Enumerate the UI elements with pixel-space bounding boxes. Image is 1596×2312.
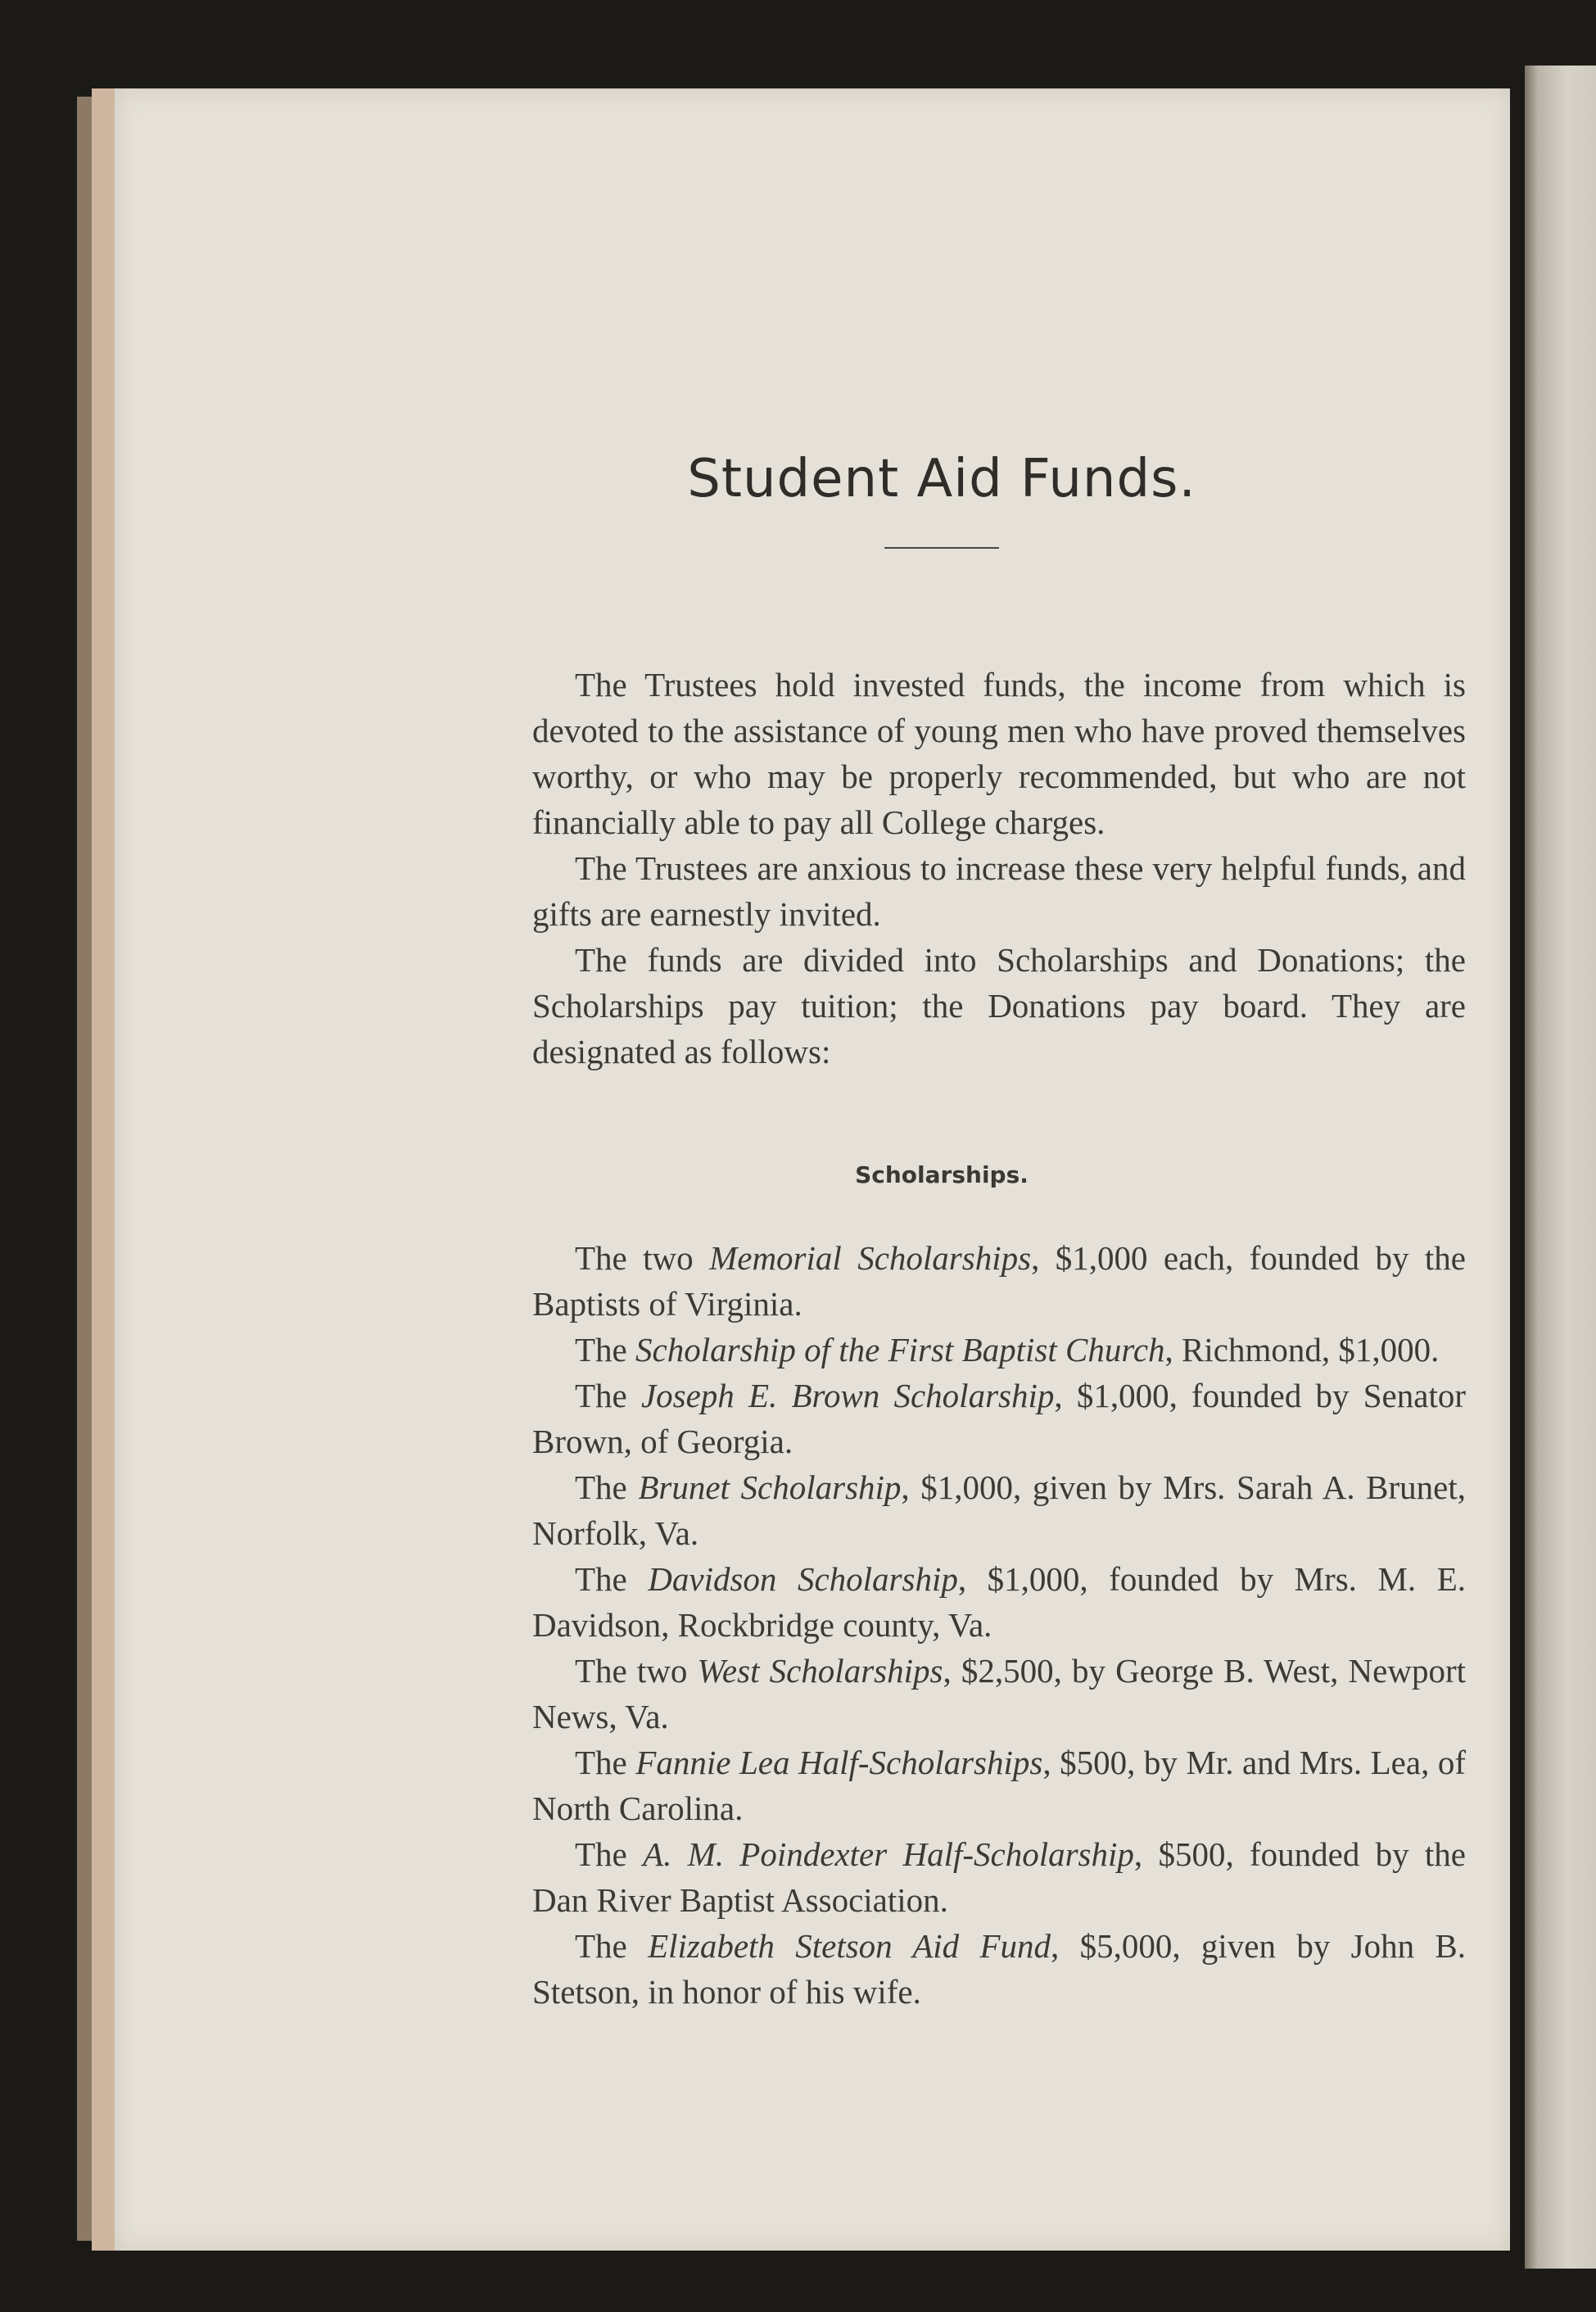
scholarship-name: A. M. Poindexter Half-Scholarship	[643, 1835, 1134, 1873]
scholarship-entry	[532, 1235, 1466, 1327]
facing-page-edge	[1525, 66, 1596, 2269]
scholarship-entry	[532, 1373, 1466, 1464]
entry-prefix: The	[575, 1331, 635, 1369]
intro-paragraph: The Trustees hold invested funds, the income from which is devoted to the assistance of young men who have proved themselves worthy, or who may be properly recommended, but who are not financially able to pay all College charges.	[532, 666, 1466, 841]
scholarship-entry	[532, 1327, 1466, 1373]
scholarship-entry	[532, 1740, 1466, 1831]
entry-detail: , $1,000 each, founded by the Baptists of Virginia.	[532, 1239, 1466, 1323]
entry-prefix: The	[575, 1560, 649, 1598]
entry-prefix: The	[575, 1835, 644, 1873]
entry-prefix: The	[575, 1468, 639, 1506]
scholarship-name: Elizabeth Stetson Aid Fund	[648, 1927, 1051, 1965]
entry-prefix: The	[575, 1927, 649, 1965]
entry-prefix: The two	[575, 1652, 698, 1690]
book-page	[92, 88, 1510, 2251]
entry-prefix: The	[575, 1744, 636, 1781]
scholarship-name: Memorial Scholarships	[709, 1239, 1032, 1277]
section-heading: Scholarships.	[855, 1161, 1029, 1188]
scholarship-name: Scholarship of the First Baptist Church	[635, 1331, 1165, 1369]
scholarship-name: West Scholarships	[697, 1652, 943, 1690]
entry-detail: , Richmond, $1,000.	[1164, 1331, 1440, 1369]
title-divider	[884, 547, 999, 549]
entry-detail: , $500, by Mr. and Mrs. Lea, of North Carolina.	[532, 1744, 1466, 1827]
page-edge	[77, 97, 93, 2241]
intro-paragraph: The Trustees are anxious to increase these very helpful funds, and gifts are earnestly invited.	[532, 849, 1466, 933]
scholarship-entry	[532, 1648, 1466, 1740]
scholarship-entry	[532, 1831, 1466, 1923]
intro-text	[532, 662, 1466, 1075]
scholarship-name: Brunet Scholarship	[638, 1468, 902, 1506]
scholarship-name: Davidson Scholarship	[648, 1560, 958, 1598]
scholarship-entry	[532, 1464, 1466, 1556]
entry-detail: , $2,500, by George B. West, Newport News, Va.	[532, 1652, 1466, 1735]
scholarship-name: Joseph E. Brown Scholarship	[640, 1377, 1055, 1414]
scholarship-list	[532, 1235, 1466, 2015]
entry-detail: , $500, founded by the Dan River Baptist Association.	[532, 1835, 1466, 1919]
entry-detail: , $1,000, founded by Senator Brown, of Georgia.	[532, 1377, 1466, 1460]
scholarship-entry	[532, 1923, 1466, 2015]
scholarship-entry	[532, 1556, 1466, 1648]
entry-prefix: The	[575, 1377, 641, 1414]
intro-paragraph: The funds are divided into Scholarships and Donations; the Scholarships pay tuition; the Donations pay board. They are designated as follows:	[532, 941, 1466, 1070]
entry-detail: , $5,000, given by John B. Stetson, in honor of his wife.	[532, 1927, 1466, 2011]
entry-detail: , $1,000, founded by Mrs. M. E. Davidson, Rockbridge county, Va.	[532, 1560, 1467, 1644]
page-title: Student Aid Funds.	[687, 449, 1196, 509]
entry-prefix: The two	[575, 1239, 710, 1277]
scholarship-name: Fannie Lea Half-Scholarships	[635, 1744, 1043, 1781]
entry-detail: , $1,000, given by Mrs. Sarah A. Brunet, Norfolk, Va.	[532, 1468, 1466, 1552]
